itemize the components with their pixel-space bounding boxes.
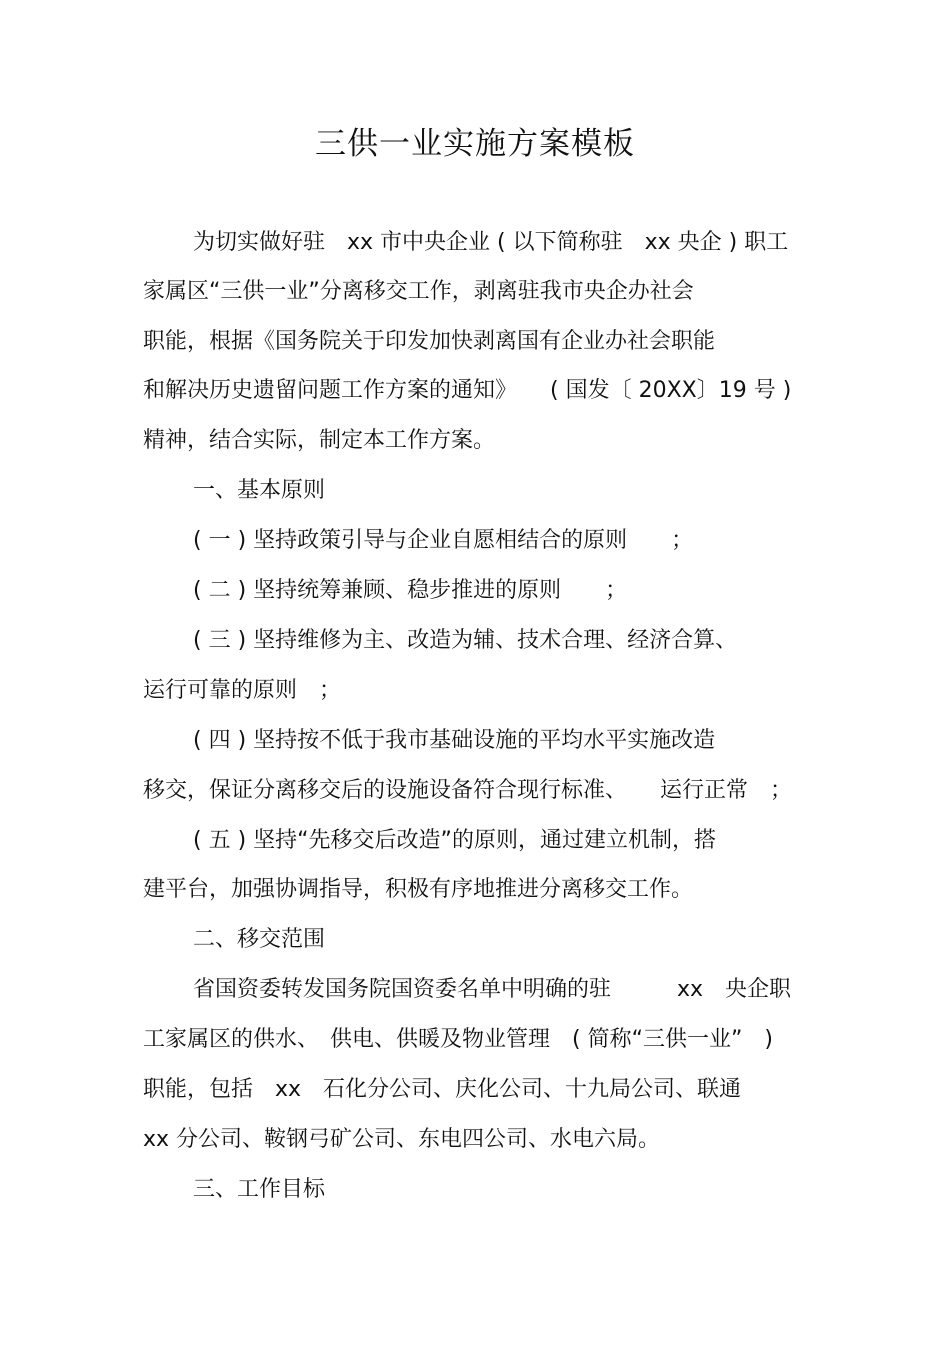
- body-line: ( 五 ) 坚持“先移交后改造”的原则，通过建立机制，搭: [193, 828, 716, 853]
- body-line: ( 三 ) 坚持维修为主、改造为辅、技术合理、经济合算、: [193, 628, 738, 653]
- body-line: 省国资委转发国务院国资委名单中明确的驻 xx 央企职: [193, 977, 792, 1002]
- body-line: xx 分公司、鞍钢弓矿公司、东电四公司、水电六局。: [143, 1127, 661, 1152]
- body-line: 家属区“三供一业”分离移交工作，剥离驻我市央企办社会: [143, 279, 694, 304]
- section-heading: 一、基本原则: [193, 478, 326, 503]
- body-line: 工家属区的供水、 供电、供暖及物业管理 ( 简称“三供一业” ): [143, 1027, 773, 1052]
- document-title: 三供一业实施方案模板: [315, 126, 635, 162]
- body-line: 职能，包括 xx 石化分公司、庆化公司、十九局公司、联通: [143, 1077, 742, 1102]
- section-heading: 三、工作目标: [193, 1177, 326, 1202]
- body-line: 移交，保证分离移交后的设施设备符合现行标准、 运行正常 ；: [143, 778, 793, 803]
- body-line: 职能，根据《国务院关于印发加快剥离国有企业办社会职能: [143, 329, 716, 354]
- body-line: ( 四 ) 坚持按不低于我市基础设施的平均水平实施改造: [193, 728, 716, 753]
- section-heading: 二、移交范围: [193, 927, 326, 952]
- body-line: 运行可靠的原则 ；: [143, 678, 342, 703]
- body-line: 为切实做好驻 xx 市中央企业 ( 以下简称驻 xx 央企 ) 职工: [193, 230, 789, 255]
- body-line: ( 二 ) 坚持统筹兼顾、稳步推进的原则 ；: [193, 578, 628, 603]
- body-line: 精神，结合实际，制定本工作方案。: [143, 428, 496, 453]
- body-line: 和解决历史遗留问题工作方案的通知》 ( 国发〔 20XX〕19 号 ): [143, 378, 792, 403]
- body-line: 建平台，加强协调指导，积极有序地推进分离移交工作。: [143, 877, 694, 902]
- body-line: ( 一 ) 坚持政策引导与企业自愿相结合的原则 ；: [193, 528, 694, 553]
